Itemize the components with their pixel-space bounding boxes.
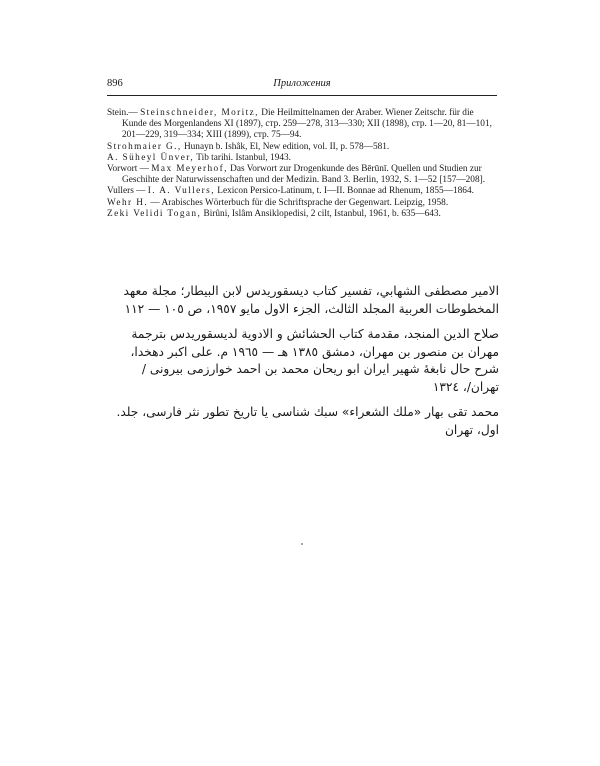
reference-label: Vorwort —: [107, 164, 149, 175]
reference-text: Hunayn b. Ishâk, El, New edition, vol. II, p. 578—581.: [183, 141, 390, 152]
page-header: [107, 78, 497, 92]
reference-text: Tib tarihi. Istanbul, 1943.: [196, 152, 291, 163]
reference-entry: [107, 153, 499, 164]
reference-label: Vullers —: [107, 186, 146, 197]
reference-entry: [107, 209, 499, 220]
reference-label: Stein.—: [107, 108, 138, 118]
arabic-reference-entry: صلاح الدين المنجد، مقدمة كتاب الحشائش و الادوية لديسقوريدس بترجمة مهران بن منصور بن مهران، دمشق ١٣٨٥ هـ — ١٩٦٥ م. علی اکبر دهخدا، شرح حال نابغهٔ شهیر ایران ابو ریحان محمد بن احمد خوارزمی بیرونی /تهران/، ١٣٢٤: [130, 327, 499, 394]
reference-list: [107, 108, 499, 220]
reference-author: Steinschneider, Moritz,: [140, 108, 259, 118]
reference-text: Birûni, Islâm Ansiklopedisi, 2 cilt, Istanbul, 1961, b. 635—643.: [203, 208, 441, 219]
page-speck: [301, 543, 303, 545]
header-rule: [107, 95, 497, 96]
arabic-reference-entry: محمد تقی بهار «ملك الشعراء» سبك شناسی یا تاریخ تطور نثر فارسی، جلد. اول، تهران: [116, 405, 499, 437]
reference-author: A. Süheyl Ünver,: [107, 152, 195, 163]
reference-entry: [107, 186, 499, 197]
reference-text: — Arabisches Wörterbuch für die Schriftsprache der Gegenwart. Leipzig, 1958.: [150, 197, 449, 208]
page-number: 896: [107, 78, 123, 89]
reference-text: Lexicon Persico-Latinum, t. I—II. Bonnae ad Rhenum, 1855—1864.: [217, 186, 474, 197]
reference-entry: [107, 108, 499, 142]
arabic-reference-list: [107, 283, 499, 447]
reference-author: Zeki Velidi Togan,: [107, 208, 202, 219]
reference-entry: [107, 164, 499, 186]
arabic-reference-entry: الامير مصطفى الشهابي، تفسير كتاب ديسقوريدس لابن البيطار؛ مجلة معهد المخطوطات العربية المجلد الثالث، الجزء الاول مايو ١٩٥٧، ص ١٠٥ — ١١٢: [123, 284, 499, 316]
reference-author: Max Meyerhof,: [151, 164, 228, 175]
reference-author: I. A. Vullers,: [147, 186, 215, 197]
reference-author: Strohmaier G.,: [107, 141, 182, 152]
running-title: Приложения: [273, 78, 331, 89]
reference-text: Die Heilmittelnamen der Araber. Wiener Zeitschr. für die Kunde des Morgenlandens XI (1897), стр. 259—278, 313—330; XII (1898), стр. 1—20, 81—101, 201—229, 319—334; XIII (1899), стр. 75—94.: [122, 108, 492, 141]
reference-author: Wehr H.: [107, 197, 149, 208]
reference-entry: [107, 142, 499, 153]
reference-entry: [107, 198, 499, 209]
reference-text: Das Vorwort zur Drogenkunde des Bērūnī. Quellen und Studien zur Geschihte der Naturwissenschaften und der Medizin. Band 3. Berlin, 1932, S. 1—52 [157—208].: [122, 164, 486, 186]
